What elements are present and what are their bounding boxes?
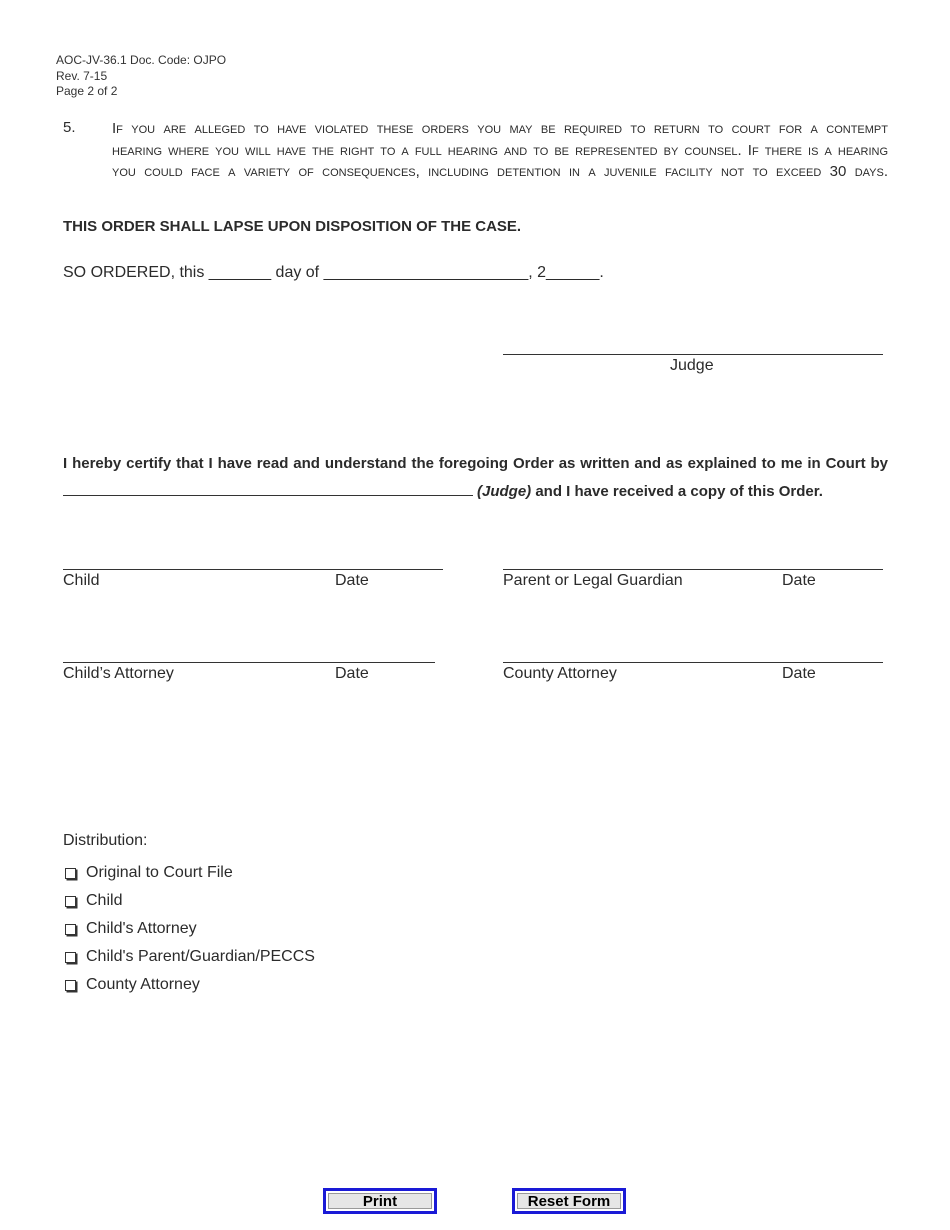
form-header [56, 53, 226, 100]
childs-attorney-signature-line [63, 662, 435, 663]
distribution-item-label: Child's Attorney [86, 920, 197, 937]
childs-attorney-date-label: Date [335, 665, 369, 682]
distribution-item-label: Child [86, 892, 123, 909]
form-code: AOC-JV-36.1 Doc. Code: OJPO [56, 53, 227, 67]
certification-tail: and I have received a copy of this Order. [531, 483, 823, 500]
judge-label: Judge [670, 357, 714, 374]
so-ordered-line: SO ORDERED, this _______ day of _______________________, 2______. [63, 264, 604, 281]
certification-line-2 [63, 478, 888, 506]
judge-signature-line [503, 354, 883, 355]
print-button[interactable]: Print [323, 1188, 437, 1214]
lapse-statement: THIS ORDER SHALL LAPSE UPON DISPOSITION OF THE CASE. [63, 218, 522, 235]
child-signature-line [63, 569, 443, 570]
distribution-item[interactable] [63, 915, 315, 943]
distribution-item-label: Original to Court File [86, 864, 233, 881]
certification-text [63, 450, 888, 506]
distribution-item[interactable] [63, 971, 315, 999]
checkbox-icon[interactable] [65, 924, 76, 935]
reset-form-button[interactable]: Reset Form [512, 1188, 626, 1214]
checkbox-icon[interactable] [65, 980, 76, 991]
judge-name-blank [63, 481, 473, 496]
child-label: Child [63, 572, 100, 589]
parent-date-label: Date [782, 572, 816, 589]
county-attorney-date-label: Date [782, 665, 816, 682]
section-5-line-2: hearing where you will have the right to a full hearing and to be represented by counsel. If there is a hearing [112, 141, 888, 159]
parent-signature-line [503, 569, 883, 570]
page-number: Page 2 of 2 [56, 84, 118, 98]
certification-line-1: I hereby certify that I have read and understand the foregoing Order as written and as explained to me in Court by [63, 455, 888, 472]
county-attorney-signature-line [503, 662, 883, 663]
judge-italic: (Judge) [477, 483, 532, 500]
childs-attorney-label: Child’s Attorney [63, 665, 174, 682]
distribution-title: Distribution: [63, 832, 148, 849]
child-date-label: Date [335, 572, 369, 589]
county-attorney-label: County Attorney [503, 665, 617, 682]
distribution-list [63, 859, 315, 999]
distribution-item[interactable] [63, 887, 315, 915]
checkbox-icon[interactable] [65, 952, 76, 963]
distribution-item[interactable] [63, 943, 315, 971]
section-5-line-1: If you are alleged to have violated these orders you may be required to return to court for a contempt [112, 120, 888, 137]
section-5-line-3: you could face a variety of consequences, including detention in a juvenile facility not to exceed 30 days. [112, 163, 888, 180]
distribution-item-label: County Attorney [86, 976, 200, 993]
form-revision: Rev. 7-15 [56, 68, 108, 83]
checkbox-icon[interactable] [65, 868, 76, 879]
distribution-item[interactable] [63, 859, 315, 887]
section-5-text [112, 118, 888, 183]
section-5-number: 5. [63, 119, 76, 136]
parent-label: Parent or Legal Guardian [503, 572, 683, 589]
distribution-item-label: Child's Parent/Guardian/PECCS [86, 948, 315, 965]
checkbox-icon[interactable] [65, 896, 76, 907]
